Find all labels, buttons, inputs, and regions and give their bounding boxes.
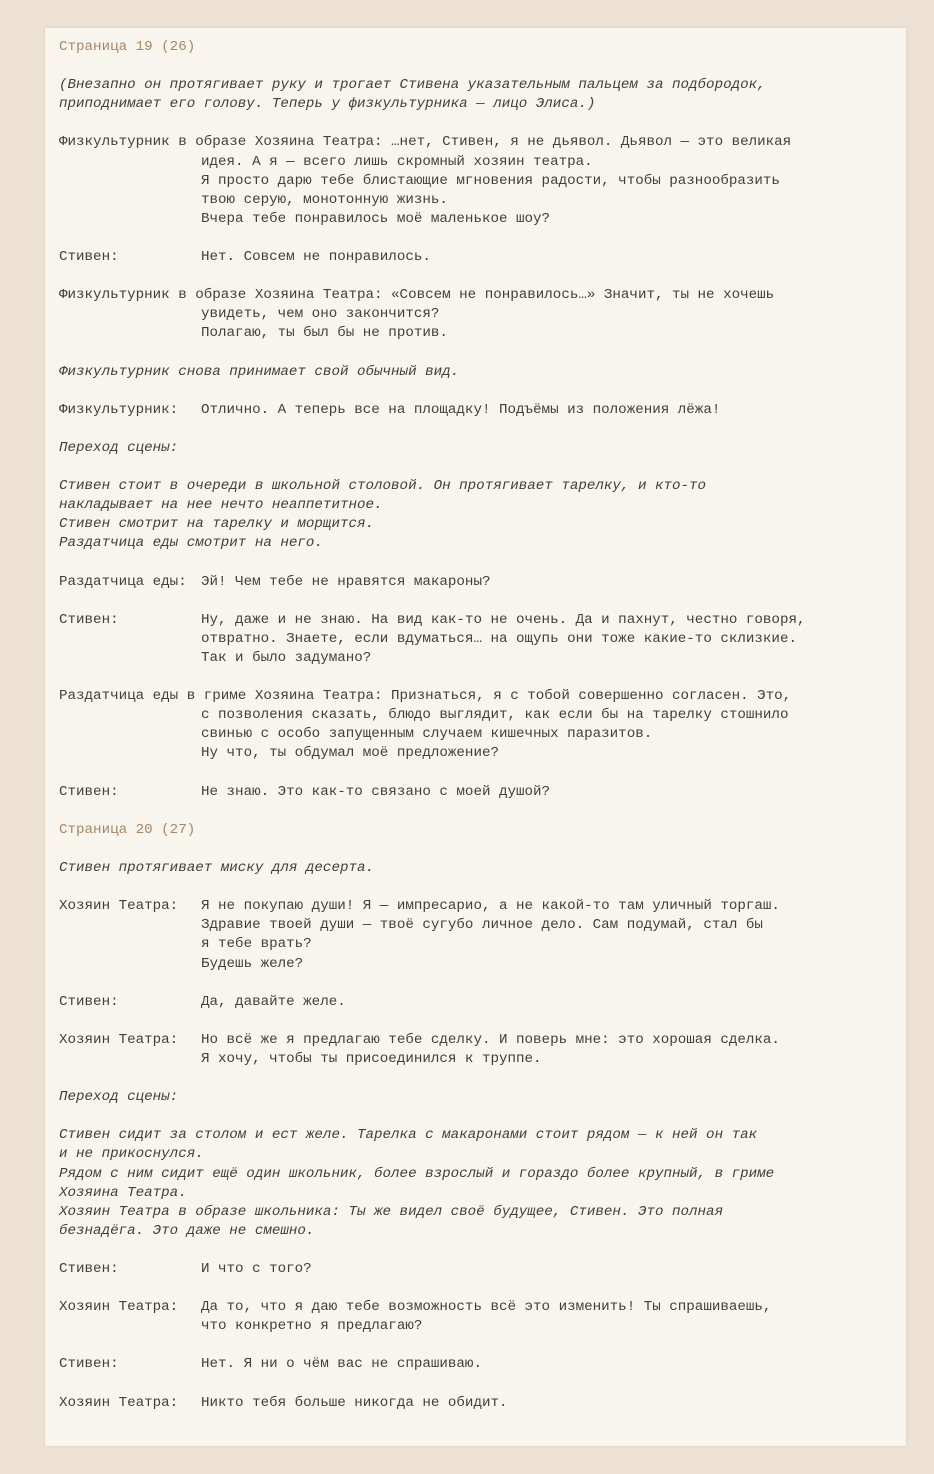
dialogue-text [59,1031,899,1069]
dialogue-line: Я хочу, чтобы ты присоединился к труппе. [201,1050,542,1067]
dialogue-text [59,1355,899,1374]
dialogue-block [59,611,899,668]
dialogue-line: отвратно. Знаете, если вдуматься… на ощупь они тоже какие-то склизкие. [201,630,797,647]
speaker-name: Хозяин Театра: [59,1394,179,1411]
dialogue-text [59,248,899,267]
dialogue-text [59,783,899,802]
dialogue-line: Ну, даже и не знаю. На вид как-то не очень. Да и пахнут, честно говоря, [201,611,806,628]
speaker-name: Стивен: [59,993,119,1010]
dialogue-line: Полагаю, ты был бы не против. [201,325,448,342]
stage-direction-line: Рядом с ним сидит ещё один школьник, более взрослый и гораздо более крупный, в гриме [59,1165,775,1182]
stage-direction-line: и не прикоснулся. [59,1146,204,1163]
stage-direction-line: Стивен сидит за столом и ест желе. Тарелка с макаронами стоит рядом — к ней он так [59,1127,758,1144]
dialogue-line: Нет. Я ни о чём вас не спрашиваю. [201,1356,482,1373]
dialogue-text [59,1260,899,1279]
dialogue-line: твою серую, монотонную жизнь. [201,191,448,208]
dialogue-first-line: Физкультурник в образе Хозяина Театра: «Совсем не понравилось…» Значит, ты не хочешь [59,287,775,304]
stage-direction-line: Хозяина Театра. [59,1184,187,1201]
blank-line [59,1069,899,1088]
blank-line [59,229,899,248]
dialogue-line: я тебе врать? [201,936,312,953]
dialogue-line: Да то, что я даю тебе возможность всё это изменить! Ты спрашиваешь, [201,1299,772,1316]
speaker-name: Стивен: [59,1356,119,1373]
speaker-name: Стивен: [59,783,119,800]
dialogue-block [59,573,899,592]
speaker-name: Хозяин Театра: [59,1299,179,1316]
stage-direction [59,1126,899,1241]
blank-line [59,1107,899,1126]
stage-direction-line: (Внезапно он протягивает руку и трогает Стивена указательным пальцем за подбородок, [59,77,766,94]
dialogue-line: что конкретно я предлагаю? [201,1318,423,1335]
dialogue-text [59,1394,899,1413]
dialogue-line: Но всё же я предлагаю тебе сделку. И поверь мне: это хорошая сделка. [201,1031,780,1048]
stage-direction-line: Раздатчица еды смотрит на него. [59,535,323,552]
blank-line [59,57,899,76]
dialogue-line: Вчера тебе понравилось моё маленькое шоу? [201,210,551,227]
speaker-name: Стивен: [59,249,119,266]
dialogue-block [59,1260,899,1279]
stage-direction-line: Стивен смотрит на тарелку и морщится. [59,516,375,533]
dialogue-line: Да, давайте желе. [201,993,346,1010]
dialogue-text [59,706,899,763]
stage-direction-line: приподнимает его голову. Теперь у физкультурника — лицо Элиса.) [59,96,596,113]
dialogue-line: Я просто дарю тебе блистающие мгновения радости, чтобы разнообразить [201,172,780,189]
blank-line [59,974,899,993]
dialogue-block [59,1031,899,1069]
stage-direction [59,439,899,458]
dialogue-block [59,783,899,802]
dialogue-block [59,248,899,267]
blank-line [59,1241,899,1260]
blank-line [59,802,899,821]
blank-line [59,420,899,439]
dialogue-first-line: Раздатчица еды в гриме Хозяина Театра: Признаться, я с тобой совершенно согласен. Это, [59,688,792,705]
blank-line [59,764,899,783]
dialogue-line: свинью с особо запущенным случаем кишечных паразитов. [201,726,653,743]
dialogue-block [59,1298,899,1336]
stage-direction [59,363,899,382]
dialogue-block [59,897,899,973]
stage-direction-line: Физкультурник снова принимает свой обычный вид. [59,363,460,380]
speaker-name: Хозяин Театра: [59,1031,179,1048]
blank-line [59,1279,899,1298]
stage-direction-line: Стивен протягивает миску для десерта. [59,860,375,877]
stage-direction-line: накладывает на нее нечто неаппетитное. [59,497,383,514]
dialogue-line: Я не покупаю души! Я — импресарио, а не какой-то там уличный торгаш. [201,898,780,915]
stage-direction [59,477,899,553]
dialogue-text [59,153,899,229]
blank-line [59,344,899,363]
stage-direction [59,1088,899,1107]
blank-line [59,840,899,859]
dialogue-block [59,1394,899,1413]
blank-line [59,1336,899,1355]
dialogue-line: Будешь желе? [201,955,304,972]
speaker-name: Физкультурник: [59,401,179,418]
dialogue-line: Ну что, ты обдумал моё предложение? [201,745,499,762]
speaker-name: Раздатчица еды: [59,573,187,590]
dialogue-text [59,401,899,420]
dialogue-line: Не знаю. Это как-то связано с моей душой? [201,783,551,800]
dialogue-first-line: Физкультурник в образе Хозяина Театра: …нет, Стивен, я не дьявол. Дьявол — это великая [59,134,792,151]
blank-line [59,554,899,573]
dialogue-block [59,286,899,343]
dialogue-block [59,993,899,1012]
stage-direction-line: Переход сцены: [59,1089,179,1106]
blank-line [59,458,899,477]
page-number-header: Страница 20 (27) [59,821,196,838]
dialogue-line: Отлично. А теперь все на площадку! Подъёмы из положения лёжа! [201,401,721,418]
dialogue-text [59,993,899,1012]
dialogue-block [59,1355,899,1374]
speaker-name: Стивен: [59,1261,119,1277]
blank-line [59,592,899,611]
blank-line [59,267,899,286]
blank-line [59,1375,899,1394]
dialogue-text [59,897,899,973]
blank-line [59,1012,899,1031]
stage-direction-line: Хозяин Театра в образе школьника: Ты же видел своё будущее, Стивен. Это полная [59,1203,724,1220]
page-number-header: Страница 19 (26) [59,39,196,55]
stage-direction [59,859,899,878]
script-text [59,38,899,1413]
dialogue-line: Никто тебя больше никогда не обидит. [201,1394,508,1411]
stage-direction-line: Переход сцены: [59,439,179,456]
dialogue-line: с позволения сказать, блюдо выглядит, как если бы на тарелку стошнило [201,707,789,724]
dialogue-block [59,401,899,420]
stage-direction-line: безнадёга. Это даже не смешно. [59,1222,315,1239]
blank-line [59,878,899,897]
stage-direction-line: Стивен стоит в очереди в школьной столовой. Он протягивает тарелку, и кто-то [59,478,707,495]
dialogue-line: Здравие твоей души — твоё сугубо личное дело. Сам подумай, стал бы [201,917,763,934]
speaker-name: Хозяин Театра: [59,898,179,915]
dialogue-text [59,305,899,343]
dialogue-line: увидеть, чем оно закончится? [201,306,440,323]
dialogue-text [59,1298,899,1336]
dialogue-line: Эй! Чем тебе не нравятся макароны? [201,573,491,590]
blank-line [59,382,899,401]
dialogue-line: идея. А я — всего лишь скромный хозяин театра. [201,153,593,170]
dialogue-block [59,133,899,228]
blank-line [59,668,899,687]
dialogue-text [59,611,899,668]
stage-direction [59,76,899,114]
script-page [45,28,906,1446]
dialogue-block [59,687,899,763]
speaker-name: Стивен: [59,611,119,628]
dialogue-line: Нет. Совсем не понравилось. [201,249,431,266]
dialogue-line: И что с того? [201,1261,312,1277]
blank-line [59,114,899,133]
dialogue-line: Так и было задумано? [201,650,372,666]
